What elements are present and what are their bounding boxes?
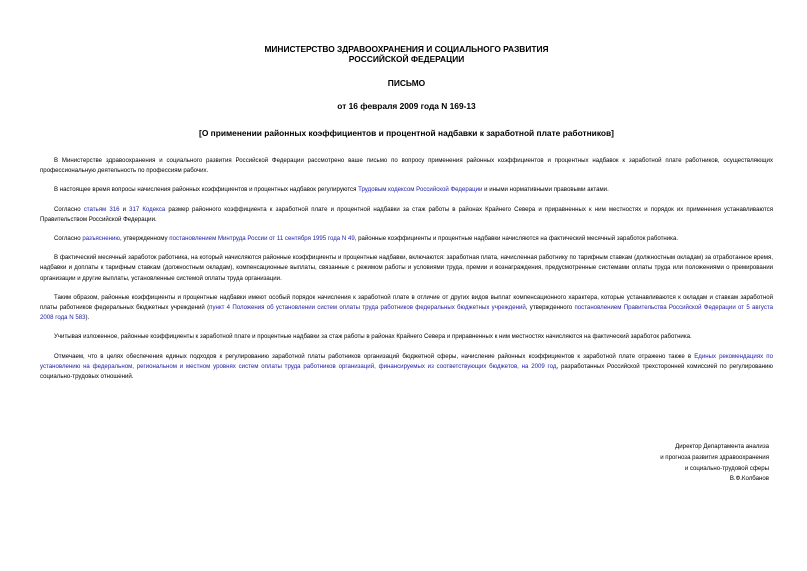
article-317-link[interactable]: 317 Кодекса	[129, 205, 166, 213]
paragraph-4-text-a: Согласно	[54, 235, 83, 243]
document-date-number: от 16 февраля 2009 года N 169-13	[337, 101, 476, 111]
signature-line-2: и прогноза развития здравоохранения	[660, 453, 769, 461]
paragraph-6-text-a: Таким образом, районные коэффициенты и процентные надбавки имеют особый порядок начисления к заработной плате в отличие от других видов выплат компенсационного характера, которые устанавливаются к окладам и ставкам заработной платы работников федеральных бюджетных учреждений (	[40, 293, 773, 312]
regulation-item-4-link[interactable]: пункт 4 Положения об установлении систем оплаты труда работников федеральных бюджетных учреждений	[209, 304, 526, 312]
paragraph-6-text-c: ).	[85, 314, 90, 322]
mintrud-resolution-link[interactable]: постановлением Минтруда России от 11 сентября 1995 года N 49	[169, 235, 355, 243]
paragraph-4	[40, 234, 773, 244]
ministry-line-2: РОССИЙСКОЙ ФЕДЕРАЦИИ	[348, 54, 465, 64]
paragraph-8	[40, 352, 773, 383]
paragraph-1: В Министерстве здравоохранения и социального развития Российской Федерации рассмотрено ваше письмо по вопросу применения районных коэффициентов и процентных надбавок к заработной плате работников, осуществляющих профессиональную деятельность по профессиям рабочих.	[40, 157, 773, 175]
paragraph-2	[40, 185, 773, 195]
labor-code-link[interactable]: Трудовым кодексом Российской Федерации	[358, 186, 483, 194]
ministry-line-1: МИНИСТЕРСТВО ЗДРАВООХРАНЕНИЯ И СОЦИАЛЬНОГО РАЗВИТИЯ	[264, 44, 549, 54]
paragraph-5: В фактический месячный заработок работника, на который начисляются районные коэффициенты и процентные надбавки, включаются: заработная плата, начисленная работнику по тарифным ставкам (должностным окладам) за отработанное время, надбавки и доплаты к тарифным ставкам (должностным окладам), компенсационные выплаты, связанные с режимом работы и условиями труда, премии и вознаграждения, предусмотренные системами оплаты труда или положениями о премировании организации и другие выплаты, установленные системой оплаты труда организации.	[40, 254, 773, 282]
paragraph-7: Учитывая изложенное, районные коэффициенты к заработной плате и процентные надбавки за стаж работы в районах Крайнего Севера и приравненных к ним местностях начисляются на фактический заработок работника.	[54, 333, 692, 341]
signature-line-1: Директор Департамента анализа	[675, 443, 769, 450]
signature-name: В.Ф.Колбанов	[729, 475, 769, 483]
paragraph-8-text-b: , разработанных Российской трехсторонней комиссией по регулированию социально-трудовых отношений.	[40, 362, 773, 381]
article-316-link[interactable]: статьям 316	[83, 205, 120, 213]
paragraph-8-text-a: Отмечаем, что в целях обеспечения единых подходов к регулированию заработной платы работников организаций бюджетной сферы, начисление районных коэффициентов к заработной плате отражено также в	[54, 352, 695, 360]
document-title: [О применении районных коэффициентов и процентной надбавки к заработной плате работников]	[199, 128, 614, 138]
clarification-link[interactable]: разъяснению	[82, 235, 120, 243]
signature-line-3: и социально-трудовой сферы	[684, 464, 769, 472]
signature-block	[660, 442, 769, 485]
unified-recommendations-link[interactable]: Единых рекомендациях по установлению на федеральном, региональном и местном уровнях систем оплаты труда работников организаций, финансируемых из соответствующих бюджетов, на 2009 год	[40, 352, 773, 370]
document-body	[40, 156, 773, 382]
paragraph-3	[40, 205, 773, 225]
paragraph-3-text-c: размер районного коэффициента к заработной плате и процентной надбавки за стаж работы в районах Крайнего Севера и приравненных к ним местностях и порядок их применения устанавливаются Правительством Российской Федерации.	[40, 205, 773, 223]
paragraph-6	[40, 293, 773, 324]
paragraph-4-text-b: , утвержденному	[119, 235, 170, 243]
paragraph-3-text-a: Согласно	[54, 205, 84, 213]
paragraph-2-text-b: и иными нормативными правовыми актами.	[482, 186, 609, 194]
paragraph-6-text-b: , утвержденного	[525, 304, 575, 312]
government-resolution-583-link[interactable]: постановлением Правительства Российской Федерации от 5 августа 2008 года N 583	[40, 304, 773, 322]
paragraph-3-text-b: и	[119, 205, 130, 213]
paragraph-4-text-c: , районные коэффициенты и процентные надбавки начисляются на фактический месячный заработок работника.	[354, 235, 679, 243]
ministry-name	[40, 0, 773, 64]
document-type: ПИСЬМО	[387, 78, 426, 88]
paragraph-2-text-a: В настоящее время вопросы начисления районных коэффициентов и процентных надбавок регулируются	[54, 186, 359, 194]
